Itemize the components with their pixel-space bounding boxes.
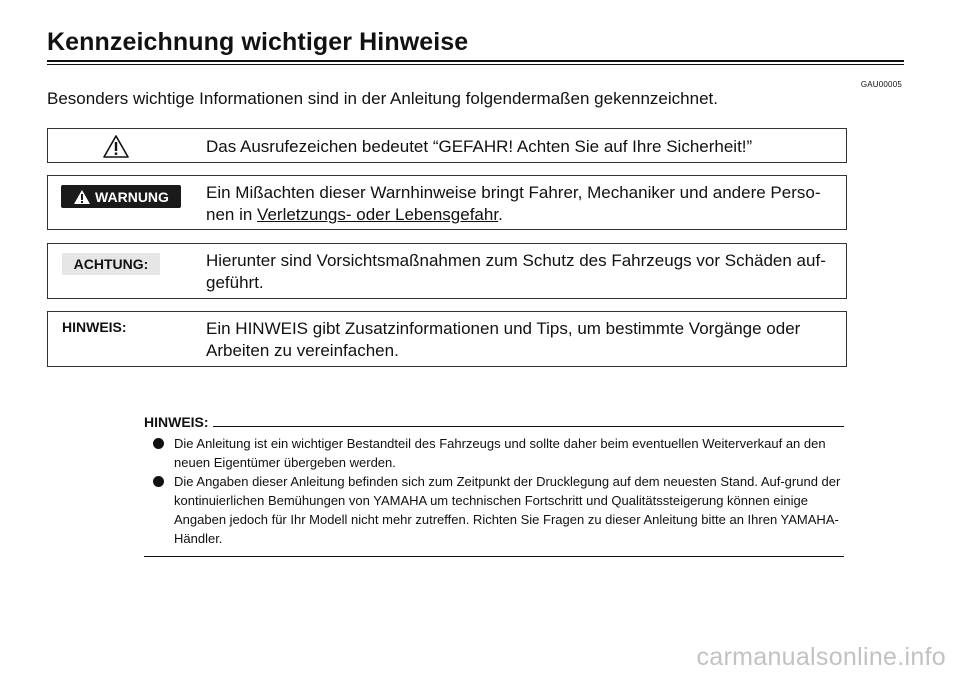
page-title: Kennzeichnung wichtiger Hinweise — [47, 28, 469, 56]
hinweis-box — [47, 311, 847, 367]
note-list — [144, 434, 844, 548]
section-code: GAU00005 — [860, 80, 902, 89]
warnung-box — [47, 175, 847, 230]
danger-label-area — [48, 129, 198, 162]
achtung-box — [47, 243, 847, 299]
warnung-label: WARNUNG — [95, 188, 169, 205]
warnung-text — [206, 182, 836, 226]
hinweis-label-area — [48, 312, 198, 366]
note-bottom-rule — [144, 556, 844, 557]
warning-triangle-icon — [73, 189, 91, 205]
note-header — [144, 414, 844, 430]
warnung-label-area — [48, 176, 198, 229]
warning-triangle-icon — [102, 134, 130, 159]
note-header-rule — [213, 426, 844, 427]
list-item — [144, 472, 844, 548]
warnung-text-before: Ein Mißachten dieser Warnhinweise bringt Fahrer, Mechaniker und andere Perso-nen in — [206, 183, 821, 224]
hinweis-label: HINWEIS: — [62, 319, 127, 335]
intro-text: Besonders wichtige Informationen sind in der Anleitung folgendermaßen gekennzeichnet. — [47, 89, 718, 108]
achtung-text: Hierunter sind Vorsichtsmaßnahmen zum Schutz des Fahrzeugs vor Schäden auf-geführt. — [206, 251, 826, 292]
warnung-badge — [61, 185, 181, 208]
warnung-text-underlined: Verletzungs- oder Lebensgefahr — [257, 205, 499, 224]
achtung-badge: ACHTUNG: — [62, 253, 160, 275]
note-item-text: Die Angaben dieser Anleitung befinden sich zum Zeitpunkt der Drucklegung auf dem neuesten Stand. Auf-grund der kontinuierlichen Bemühungen von YAMAHA um technischen Fortschritt und Qualitätssteigerung können einige Angaben jedoch für Ihr Modell nicht mehr zutreffen. Richten Sie Fragen zu dieser Anleitung bitte an Ihren YAMAHA-Händler. — [174, 474, 841, 546]
bullet-icon — [153, 476, 164, 487]
note-section — [144, 414, 844, 557]
list-item — [144, 434, 844, 472]
note-title: HINWEIS: — [144, 414, 209, 430]
warnung-text-after: . — [498, 205, 503, 224]
achtung-label-area — [48, 244, 198, 298]
danger-box — [47, 128, 847, 163]
danger-text: Das Ausrufezeichen bedeutet “GEFAHR! Achten Sie auf Ihre Sicherheit!” — [206, 137, 753, 156]
note-item-text: Die Anleitung ist ein wichtiger Bestandteil des Fahrzeugs und sollte daher beim eventuellen Weiterverkauf an den neuen Eigentümer übergeben werden. — [174, 436, 826, 470]
hinweis-text: Ein HINWEIS gibt Zusatzinformationen und Tips, um bestimmte Vorgänge oder Arbeiten zu vereinfachen. — [206, 319, 801, 360]
title-rule — [47, 60, 904, 65]
watermark: carmanualsonline.info — [696, 643, 946, 671]
bullet-icon — [153, 438, 164, 449]
